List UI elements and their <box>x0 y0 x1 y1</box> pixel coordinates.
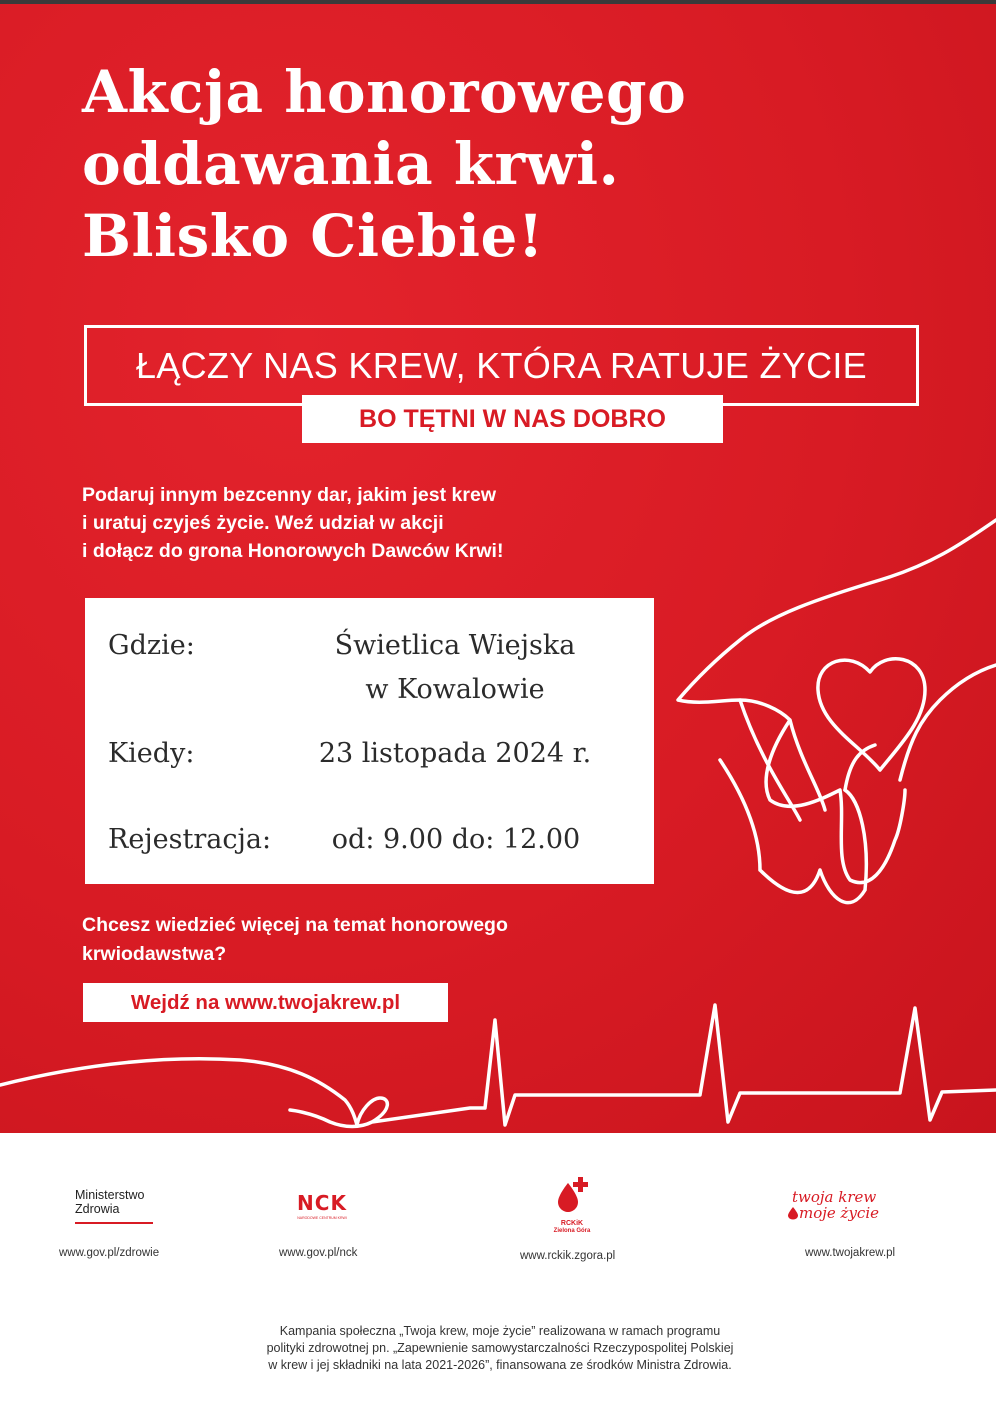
blood-drop-icon <box>787 1206 799 1220</box>
question-line-1: Chcesz wiedzieć więcej na temat honorowego <box>82 914 508 936</box>
rckik-name-line-1: RCKiK <box>560 1220 584 1227</box>
rckik-name-line-2: Zielona Góra <box>553 1228 591 1234</box>
subslogan-text: BO TĘTNI W NAS DOBRO <box>359 404 666 433</box>
hand-outline <box>678 520 996 883</box>
more-info-question <box>82 911 642 969</box>
twojakrew-url[interactable]: www.twojakrew.pl <box>805 1247 896 1259</box>
intro-line-3: i dołącz do grona Honorowych Dawców Krwi! <box>82 540 504 562</box>
where-value-line-2: w Kowalowie <box>365 674 545 705</box>
event-info-box <box>85 598 654 884</box>
footer-line-1: Kampania społeczna „Twoja krew, moje życie” realizowana w ramach programu <box>279 1324 721 1338</box>
mz-url[interactable]: www.gov.pl/zdrowie <box>59 1247 160 1259</box>
footer-line-2: polityki zdrowotnej pn. „Zapewnienie samowystarczalności Rzeczypospolitej Polskiej <box>266 1341 734 1355</box>
registration-label: Rejestracja: <box>108 824 272 855</box>
tk-name-line-2: moje życie <box>799 1204 880 1222</box>
registration-value: od: 9.00 do: 12.00 <box>331 824 581 855</box>
logo-rckik <box>542 1175 602 1239</box>
rckik-url[interactable]: www.rckik.zgora.pl <box>520 1250 616 1262</box>
logo-nck <box>287 1191 357 1231</box>
nck-url[interactable]: www.gov.pl/nck <box>279 1247 358 1259</box>
website-link[interactable]: Wejdź na www.twojakrew.pl <box>130 990 401 1014</box>
headline-line-3: Blisko Ciebie! <box>82 202 544 270</box>
subslogan-box <box>302 395 723 443</box>
headline-line-2: oddawania krwi. <box>82 130 620 198</box>
mz-red-underline <box>75 1222 153 1224</box>
slogan-text: ŁĄCZY NAS KREW, KTÓRA RATUJE ŻYCIE <box>135 344 867 386</box>
campaign-footer <box>150 1323 850 1374</box>
nck-wordmark: NCK <box>297 1191 347 1215</box>
tk-line-2-row <box>787 1205 937 1221</box>
headline-line-1: Akcja honorowego <box>82 58 687 126</box>
hand-finger-lines <box>720 760 866 903</box>
question-line-2: krwiodawstwa? <box>82 943 227 965</box>
heartbeat-line <box>0 1005 996 1127</box>
slogan-box <box>84 325 919 406</box>
nck-tagline: NARODOWE CENTRUM KRWI <box>297 1216 347 1220</box>
intro-line-2: i uratuj czyjeś życie. Weź udział w akcji <box>82 512 444 534</box>
footer-line-3: w krew i jej składniki na lata 2021-2026”, finansowana ze środków Ministra Zdrowia. <box>268 1358 732 1372</box>
when-value: 23 listopada 2024 r. <box>318 738 592 769</box>
logo-ministerstwo-zdrowia <box>75 1188 165 1238</box>
headline <box>82 56 882 272</box>
mz-name-line-2: Zdrowia <box>75 1202 120 1216</box>
website-link-box[interactable] <box>83 983 448 1022</box>
where-label: Gdzie: <box>108 630 195 661</box>
when-label: Kiedy: <box>108 738 195 769</box>
where-value-line-1: Świetlica Wiejska <box>334 630 576 661</box>
mz-name-line-1: Ministerstwo <box>75 1188 145 1202</box>
intro-line-1: Podaruj innym bezcenny dar, jakim jest krew <box>82 484 496 506</box>
logo-twoja-krew <box>787 1189 937 1233</box>
blood-drop-cross-icon <box>552 1175 592 1215</box>
partner-logos <box>0 1133 996 1420</box>
intro-paragraph <box>82 481 642 565</box>
tk-name-line-1: twoja krew <box>792 1188 877 1206</box>
